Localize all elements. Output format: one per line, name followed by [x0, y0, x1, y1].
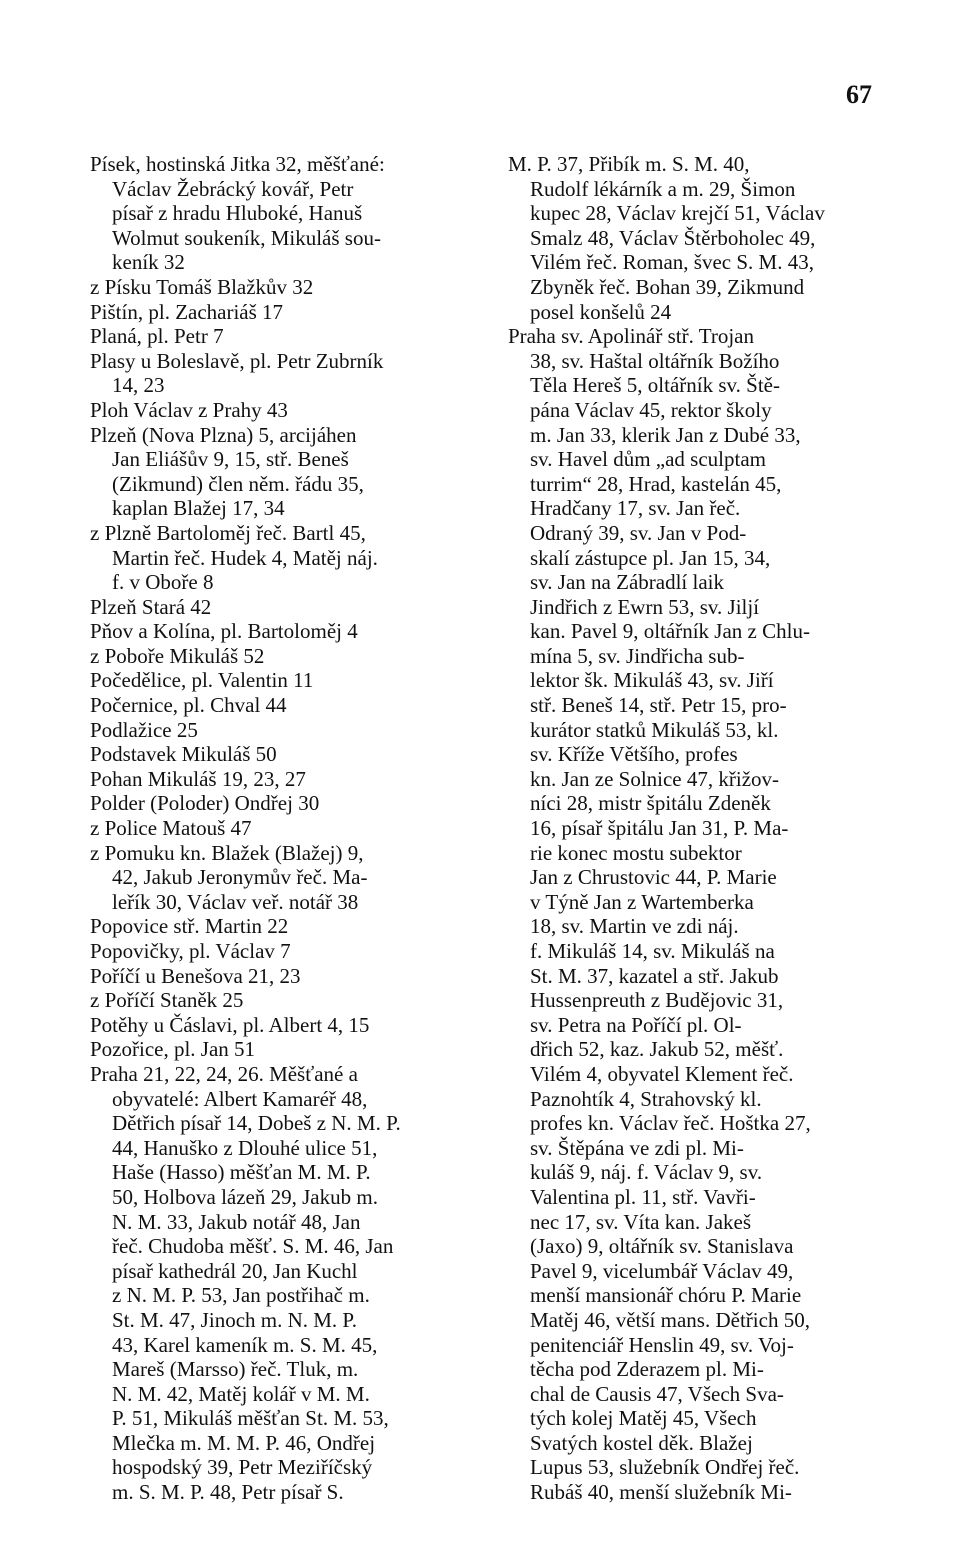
index-entry: [90, 668, 462, 693]
entry-line: 43, Karel kameník m. S. M. 45,: [112, 1332, 378, 1357]
entry-line: z Písku Tomáš Blažkův 32: [90, 274, 314, 299]
entry-line: St. M. 47, Jinoch m. N. M. P.: [112, 1307, 358, 1332]
entry-line: tých kolej Matěj 45, Všech: [530, 1406, 757, 1431]
entry-line: Svatých kostel děk. Blažej: [530, 1430, 753, 1455]
index-entry: [90, 423, 462, 521]
entry-line: Dětřich písař 14, Dobeš z N. M. P.: [112, 1111, 401, 1136]
entry-line: Valentina pl. 11, stř. Vavři-: [530, 1184, 756, 1209]
entry-line: M. P. 37, Přibík m. S. M. 40,: [508, 152, 750, 176]
entry-line: menší mansionář chóru P. Marie: [530, 1283, 802, 1308]
entry-line: (Jaxo) 9, oltářník sv. Stanislava: [530, 1234, 794, 1259]
entry-line: Plzeň Stará 42: [90, 594, 212, 619]
entry-line: Poříčí u Benešova 21, 23: [90, 963, 301, 988]
index-entry: [90, 644, 462, 669]
entry-line: 42, Jakub Jeronymův řeč. Ma-: [112, 865, 368, 890]
entry-line: Popovice stř. Martin 22: [90, 914, 289, 939]
entry-line: Planá, pl. Petr 7: [90, 324, 224, 349]
entry-line: sv. Jan na Zábradlí laik: [530, 570, 724, 595]
index-entry: [90, 791, 462, 816]
index-entry: [90, 693, 462, 718]
entry-line: skalí zástupce pl. Jan 15, 34,: [530, 545, 771, 570]
index-entry: [90, 152, 462, 275]
entry-line: níci 28, mistr špitálu Zdeněk: [530, 791, 771, 816]
entry-line: Praha sv. Apolinář stř. Trojan: [508, 324, 754, 349]
index-entry: [90, 742, 462, 767]
entry-line: Jan z Chrustovic 44, P. Marie: [530, 865, 777, 890]
entry-line: 18, sv. Martin ve zdi náj.: [530, 914, 739, 939]
entry-line: Polder (Poloder) Ondřej 30: [90, 791, 320, 816]
entry-line: Podlažice 25: [90, 717, 198, 742]
entry-line: Zbyněk řeč. Bohan 39, Zikmund: [530, 274, 805, 299]
entry-line: 44, Hanuško z Dlouhé ulice 51,: [112, 1135, 378, 1160]
entry-line: (Zikmund) člen něm. řádu 35,: [112, 471, 364, 496]
index-entry: [90, 300, 462, 325]
entry-line: 14, 23: [112, 373, 165, 398]
entry-line: Václav Žebrácký kovář, Petr: [112, 176, 354, 201]
entry-line: kn. Jan ze Solnice 47, křižov-: [530, 766, 780, 791]
index-entry: [508, 152, 870, 324]
entry-line: Odraný 39, sv. Jan v Pod-: [530, 520, 747, 545]
index-entry: [90, 324, 462, 349]
index-entry: [90, 521, 462, 595]
entry-line: Matěj 46, větší mans. Dětřich 50,: [530, 1307, 810, 1332]
entry-line: Písek, hostinská Jitka 32, měšťané:: [90, 152, 385, 176]
entry-line: Ploh Václav z Prahy 43: [90, 397, 288, 422]
entry-line: profes kn. Václav řeč. Hoštka 27,: [530, 1111, 811, 1136]
entry-line: Rubáš 40, menší služebník Mi-: [530, 1480, 792, 1505]
entry-line: Potěhy u Čáslavi, pl. Albert 4, 15: [90, 1012, 370, 1037]
entry-line: obyvatelé: Albert Kamaréř 48,: [112, 1086, 368, 1111]
entry-line: sv. Kříže Většího, profes: [530, 742, 738, 767]
entry-line: Pozořice, pl. Jan 51: [90, 1037, 256, 1062]
entry-line: nec 17, sv. Víta kan. Jakeš: [530, 1209, 752, 1234]
entry-line: Hussenpreuth z Budějovic 31,: [530, 988, 784, 1013]
entry-line: kuláš 9, náj. f. Václav 9, sv.: [530, 1160, 763, 1185]
entry-line: N. M. 33, Jakub notář 48, Jan: [112, 1209, 361, 1234]
index-entry: [90, 939, 462, 964]
entry-line: sv. Havel dům „ad sculptam: [530, 447, 766, 472]
entry-line: Pištín, pl. Zachariáš 17: [90, 299, 284, 324]
entry-line: m. S. M. P. 48, Petr písař S.: [112, 1480, 344, 1505]
entry-line: Vilém řeč. Roman, švec S. M. 43,: [530, 250, 814, 275]
index-entry: [90, 964, 462, 989]
index-entry: [90, 816, 462, 841]
entry-line: hospodský 39, Petr Meziříčský: [112, 1455, 373, 1480]
entry-line: N. M. 42, Matěj kolář v M. M.: [112, 1381, 370, 1406]
entry-line: Pňov a Kolína, pl. Bartoloměj 4: [90, 619, 358, 644]
entry-line: z Poboře Mikuláš 52: [90, 643, 265, 668]
entry-line: f. v Oboře 8: [112, 570, 214, 595]
left-column: [90, 152, 462, 1505]
entry-line: Podstavek Mikuláš 50: [90, 742, 277, 767]
entry-line: Martin řeč. Hudek 4, Matěj náj.: [112, 545, 378, 570]
entry-line: 38, sv. Haštal oltářník Božího: [530, 348, 780, 373]
entry-line: Pohan Mikuláš 19, 23, 27: [90, 766, 306, 791]
index-entry: [90, 619, 462, 644]
entry-line: Jindřich z Ewrn 53, sv. Jiljí: [530, 594, 760, 619]
entry-line: leřík 30, Václav veř. notář 38: [112, 889, 359, 914]
entry-line: kaplan Blažej 17, 34: [112, 496, 285, 521]
entry-line: v Týně Jan z Wartemberka: [530, 889, 754, 914]
entry-line: Pavel 9, vicelumbář Václav 49,: [530, 1258, 794, 1283]
entry-line: mína 5, sv. Jindřicha sub-: [530, 643, 745, 668]
index-entry: [90, 595, 462, 620]
entry-line: Smalz 48, Václav Štěrboholec 49,: [530, 225, 816, 250]
index-entry: [90, 349, 462, 398]
entry-line: Počernice, pl. Chval 44: [90, 693, 287, 718]
entry-line: Hradčany 17, sv. Jan řeč.: [530, 496, 741, 521]
entry-line: kan. Pavel 9, oltářník Jan z Chlu-: [530, 619, 810, 644]
entry-line: St. M. 37, kazatel a stř. Jakub: [530, 963, 779, 988]
entry-line: z N. M. P. 53, Jan postřihač m.: [112, 1283, 370, 1308]
entry-line: Rudolf lékárník a m. 29, Šimon: [530, 176, 796, 201]
entry-line: 16, písař špitálu Jan 31, P. Ma-: [530, 816, 789, 841]
entry-line: z Police Matouš 47: [90, 816, 252, 841]
entry-line: sv. Štěpána ve zdi pl. Mi-: [530, 1135, 744, 1160]
entry-line: Plasy u Boleslavě, pl. Petr Zubrník: [90, 348, 384, 373]
entry-line: z Pomuku kn. Blažek (Blažej) 9,: [90, 840, 364, 865]
index-entry: [90, 1062, 462, 1505]
entry-line: Lupus 53, služebník Ondřej řeč.: [530, 1455, 800, 1480]
entry-line: P. 51, Mikuláš měšťan St. M. 53,: [112, 1406, 389, 1431]
entry-line: z Poříčí Staněk 25: [90, 988, 244, 1013]
entry-line: Haše (Hasso) měšťan M. M. P.: [112, 1160, 371, 1185]
index-entry: [90, 275, 462, 300]
entry-line: pána Václav 45, rektor školy: [530, 397, 772, 422]
entry-line: těcha pod Zderazem pl. Mi-: [530, 1357, 764, 1382]
index-entry: [90, 1013, 462, 1038]
index-entry: [90, 767, 462, 792]
right-column: [508, 152, 870, 1505]
entry-line: Těla Hereš 5, oltářník sv. Ště-: [530, 373, 780, 398]
entry-line: Wolmut soukeník, Mikuláš sou-: [112, 225, 381, 250]
entry-line: řeč. Chudoba měšť. S. M. 46, Jan: [112, 1234, 394, 1259]
entry-line: m. Jan 33, klerik Jan z Dubé 33,: [530, 422, 801, 447]
entry-line: písař z hradu Hluboké, Hanuš: [112, 201, 363, 226]
entry-line: keník 32: [112, 250, 185, 275]
index-entry: [90, 988, 462, 1013]
entry-line: sv. Petra na Poříčí pl. Ol-: [530, 1012, 742, 1037]
index-entry: [90, 398, 462, 423]
entry-line: z Plzně Bartoloměj řeč. Bartl 45,: [90, 520, 366, 545]
entry-line: Paznohtík 4, Strahovský kl.: [530, 1086, 762, 1111]
index-entry: [90, 841, 462, 915]
entry-line: dřich 52, kaz. Jakub 52, měšť.: [530, 1037, 784, 1062]
entry-line: Mlečka m. M. M. P. 46, Ondřej: [112, 1430, 376, 1455]
index-entry: [90, 1037, 462, 1062]
entry-line: Popovičky, pl. Václav 7: [90, 939, 291, 963]
entry-line: lektor šk. Mikuláš 43, sv. Jiří: [530, 668, 774, 693]
entry-line: rie konec mostu subektor: [530, 840, 742, 865]
entry-line: písař kathedrál 20, Jan Kuchl: [112, 1258, 358, 1283]
entry-line: Počedělice, pl. Valentin 11: [90, 668, 314, 693]
index-entry: [508, 324, 870, 1505]
page-number: 67: [846, 80, 872, 109]
entry-line: stř. Beneš 14, stř. Petr 15, pro-: [530, 693, 787, 718]
entry-line: Vilém 4, obyvatel Klement řeč.: [530, 1061, 794, 1086]
entry-line: chal de Causis 47, Všech Sva-: [530, 1381, 784, 1406]
entry-line: Mareš (Marsso) řeč. Tluk, m.: [112, 1357, 359, 1382]
entry-line: kupec 28, Václav krejčí 51, Václav: [530, 201, 825, 226]
entry-line: Praha 21, 22, 24, 26. Měšťané a: [90, 1061, 358, 1086]
index-entry: [90, 914, 462, 939]
entry-line: posel konšelů 24: [530, 299, 672, 324]
entry-line: kurátor statků Mikuláš 53, kl.: [530, 717, 779, 742]
entry-line: Plzeň (Nova Plzna) 5, arcijáhen: [90, 422, 357, 447]
entry-line: turrim“ 28, Hrad, kastelán 45,: [530, 471, 782, 496]
entry-line: 50, Holbova lázeň 29, Jakub m.: [112, 1184, 378, 1209]
entry-line: Jan Eliášův 9, 15, stř. Beneš: [112, 447, 349, 472]
entry-line: f. Mikuláš 14, sv. Mikuláš na: [530, 939, 775, 963]
entry-line: penitenciář Henslin 49, sv. Voj-: [530, 1332, 794, 1357]
index-entry: [90, 718, 462, 743]
